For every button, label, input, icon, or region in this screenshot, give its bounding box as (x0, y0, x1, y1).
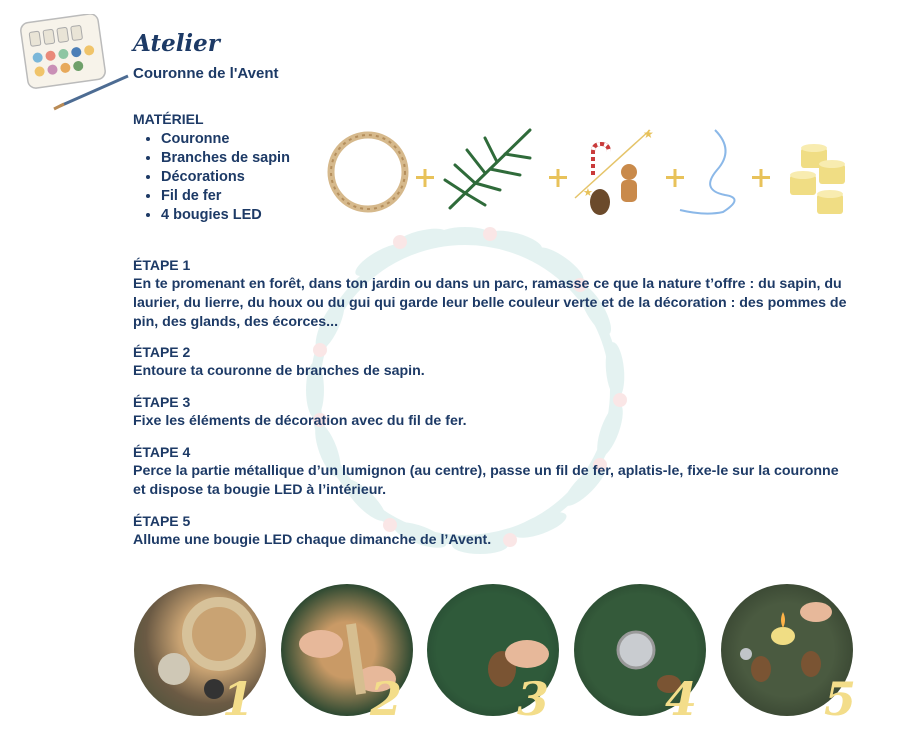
photo-number: 2 (370, 672, 403, 726)
svg-text:★: ★ (643, 127, 654, 141)
material-heading: MATÉRIEL (133, 111, 204, 127)
plus-icon (666, 169, 684, 187)
decorations-icon (575, 127, 654, 215)
step-title: ÉTAPE 2 (133, 344, 191, 360)
step-title: ÉTAPE 3 (133, 394, 191, 410)
step-text: En te promenant en forêt, dans ton jardin ou dans un parc, ramasse ce que la nature t’offre : du sapin, du laurier, du lierre, du houx ou du gui qui garde leur belle couleur verte et de la décoration : des pommes de pin, des glands, des écorces... (133, 276, 847, 330)
step-1 (133, 256, 853, 332)
step-title: ÉTAPE 1 (133, 257, 191, 273)
list-item: • Couronne (161, 130, 290, 149)
fir-branch-icon (445, 130, 530, 208)
plus-icon (752, 169, 770, 187)
page-title: Atelier (133, 30, 220, 57)
led-candles-icon (790, 144, 845, 214)
step-4 (133, 443, 853, 500)
material-illustrations (325, 120, 865, 220)
wire-ring-icon (331, 135, 405, 209)
photo-number: 1 (222, 672, 255, 726)
step-3 (133, 393, 853, 431)
step-text: Fixe les éléments de décoration avec du fil de fer. (133, 413, 467, 429)
svg-text:★: ★ (583, 187, 593, 199)
photo-number: 5 (824, 672, 857, 726)
step-2 (133, 343, 853, 381)
step-text: Perce la partie métallique d’un lumignon (au centre), passe un fil de fer, aplatis-le, fixe-le sur la couronne et dispose ta bougie LED à l’intérieur. (133, 463, 839, 498)
plus-icon (549, 169, 567, 187)
step-title: ÉTAPE 4 (133, 444, 191, 460)
material-list (133, 130, 290, 225)
step-title: ÉTAPE 5 (133, 513, 191, 529)
paint-palette-icon (20, 14, 132, 114)
list-item: • Décorations (161, 168, 290, 187)
photo-number: 3 (517, 672, 550, 726)
step-5 (133, 512, 853, 550)
photo-number: 4 (665, 672, 698, 726)
list-item: • Branches de sapin (161, 149, 290, 168)
plus-icon (416, 169, 434, 187)
step-text: Entoure ta couronne de branches de sapin. (133, 363, 425, 379)
list-item: • Fil de fer (161, 187, 290, 206)
page-subtitle: Couronne de l'Avent (133, 65, 279, 82)
step-text: Allume une bougie LED chaque dimanche de l’Avent. (133, 532, 492, 548)
list-item: • 4 bougies LED (161, 206, 290, 225)
wire-icon (680, 130, 735, 214)
